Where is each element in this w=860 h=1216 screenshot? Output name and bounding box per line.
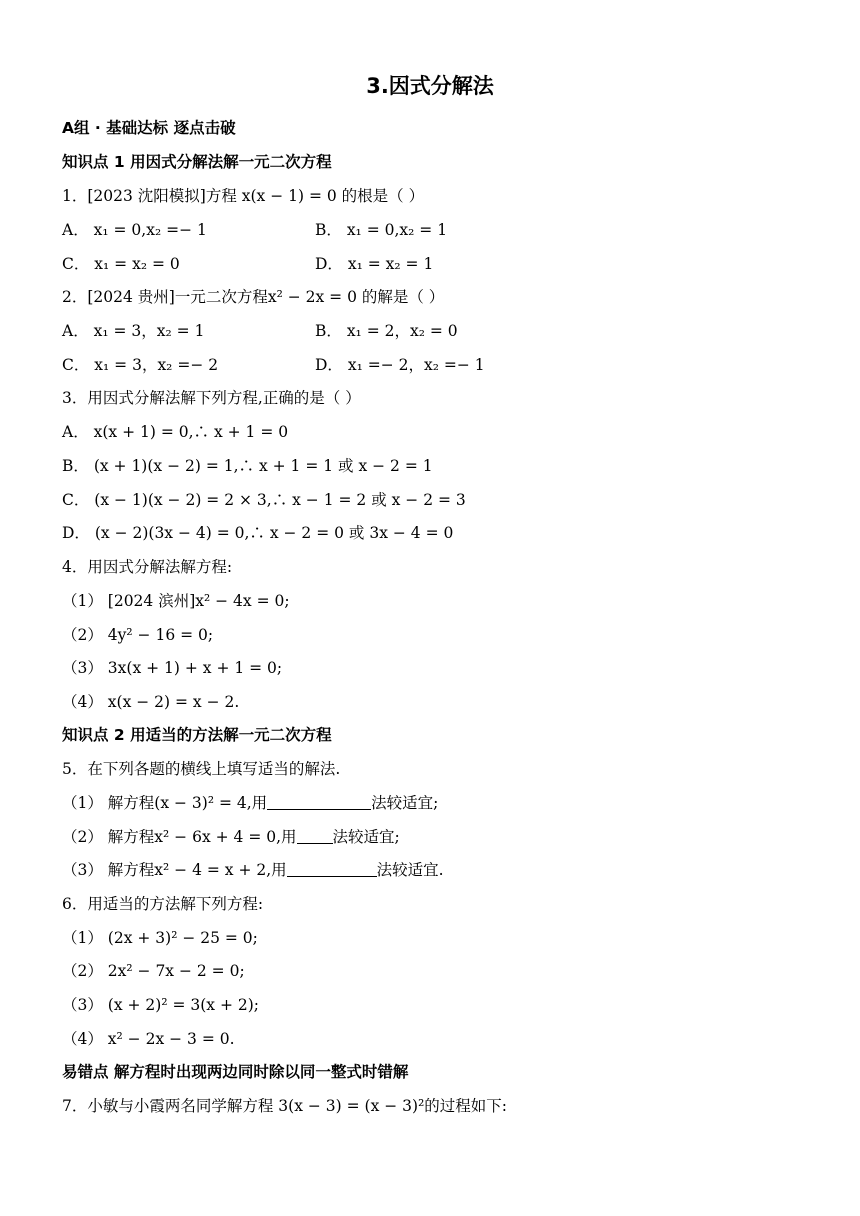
question-1-option-d: D． x₁ = x₂ = 1	[315, 255, 434, 273]
question-4-stem: 4．用因式分解法解方程:	[62, 558, 233, 576]
question-6-item-2: （2） 2x² − 7x − 2 = 0;	[62, 962, 245, 980]
group-heading: A组 · 基础达标 逐点击破	[62, 119, 236, 137]
question-5-item-3-text: （3） 解方程x² − 4 = x + 2,用	[62, 861, 287, 879]
question-3-stem: 3．用因式分解法解下列方程,正确的是（ ）	[62, 389, 361, 407]
question-4-item-4: （4） x(x − 2) = x − 2.	[62, 693, 240, 711]
question-4-item-2: （2） 4y² − 16 = 0;	[62, 626, 214, 644]
question-4-item-3: （3） 3x(x + 1) + x + 1 = 0;	[62, 659, 283, 677]
question-5-item-3-suffix: 法较适宜.	[376, 861, 444, 879]
answer-blank[interactable]	[287, 862, 377, 877]
question-2-option-d: D． x₁ =− 2，x₂ =− 1	[315, 356, 485, 374]
question-2-stem: 2．[2024 贵州]一元二次方程x² − 2x = 0 的解是（ ）	[62, 288, 445, 306]
question-5-item-3	[62, 858, 444, 880]
answer-blank[interactable]	[297, 829, 333, 844]
question-7-stem: 7．小敏与小霞两名同学解方程 3(x − 3) = (x − 3)²的过程如下:	[62, 1097, 508, 1115]
question-1-stem: 1．[2023 沈阳模拟]方程 x(x − 1) = 0 的根是（ ）	[62, 187, 425, 205]
question-5-item-2	[62, 825, 400, 847]
section1-heading: 知识点 1 用因式分解法解一元二次方程	[62, 153, 332, 171]
question-6-item-4: （4） x² − 2x − 3 = 0.	[62, 1030, 235, 1048]
question-4-item-1: （1） [2024 滨州]x² − 4x = 0;	[62, 592, 290, 610]
section2-heading: 知识点 2 用适当的方法解一元二次方程	[62, 726, 332, 744]
question-6-item-3: （3） (x + 2)² = 3(x + 2);	[62, 996, 260, 1014]
question-3-option-b: B． (x + 1)(x − 2) = 1,∴ x + 1 = 1 或 x − 2 = 1	[62, 457, 433, 475]
question-1-option-a: A． x₁ = 0,x₂ =− 1	[62, 221, 207, 239]
page-title: 3.因式分解法	[366, 74, 494, 98]
question-5-item-2-suffix: 法较适宜;	[332, 828, 400, 846]
question-3-option-d: D． (x − 2)(3x − 4) = 0,∴ x − 2 = 0 或 3x − 4 = 0	[62, 524, 454, 542]
error-point-heading: 易错点 解方程时出现两边同时除以同一整式时错解	[62, 1063, 409, 1081]
question-3-option-c: C． (x − 1)(x − 2) = 2 × 3,∴ x − 1 = 2 或 x − 2 = 3	[62, 491, 466, 509]
question-5-item-1-suffix: 法较适宜;	[371, 794, 439, 812]
question-1-option-c: C． x₁ = x₂ = 0	[62, 255, 180, 273]
question-6-stem: 6．用适当的方法解下列方程:	[62, 895, 264, 913]
answer-blank[interactable]	[267, 795, 371, 810]
question-2-option-c: C． x₁ = 3，x₂ =− 2	[62, 356, 219, 374]
question-2-option-a: A． x₁ = 3，x₂ = 1	[62, 322, 205, 340]
question-5-item-1-text: （1） 解方程(x − 3)² = 4,用	[62, 794, 268, 812]
question-6-item-1: （1） (2x + 3)² − 25 = 0;	[62, 929, 258, 947]
question-5-item-1	[62, 791, 438, 813]
question-5-item-2-text: （2） 解方程x² − 6x + 4 = 0,用	[62, 828, 297, 846]
question-3-option-a: A． x(x + 1) = 0,∴ x + 1 = 0	[62, 423, 289, 441]
question-5-stem: 5．在下列各题的横线上填写适当的解法.	[62, 760, 341, 778]
question-1-option-b: B． x₁ = 0,x₂ = 1	[315, 221, 448, 239]
question-2-option-b: B． x₁ = 2，x₂ = 0	[315, 322, 458, 340]
